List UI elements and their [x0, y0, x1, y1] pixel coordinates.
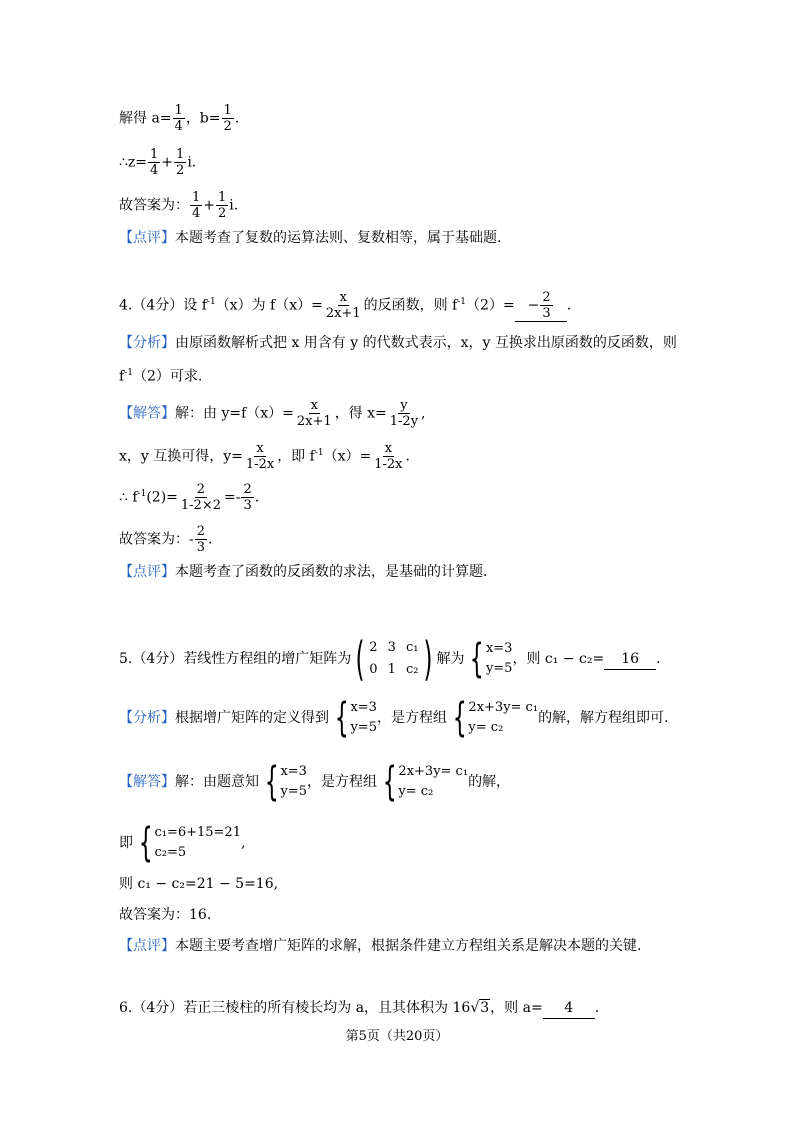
solve-tag: 【解答】	[119, 405, 175, 422]
q4-stem: 4.（4分）设 $f^{-1}(x)$为 f（x）= $\frac{x}{2x+1}$ 的反函数，则 $f^{-1}(2)=$ − $\frac{2}{3}$ .	[119, 290, 572, 321]
review-tag: 【点评】	[119, 230, 175, 246]
solve-tag: 【解答】	[119, 774, 175, 790]
q3-solution-line: 解得 a= $\frac{1}{4}$ ，b= $\frac{1}{2}$ .	[119, 103, 240, 134]
q5-stem: 5.（4分）若线性方程组的增广矩阵为 ( 2 3 c₁ 0 1 c₂ ) 解为 { x=3 y=5 ，则 c₁ − c₂= 16 .	[119, 632, 661, 686]
q4-analysis-2: $f^{-1}(2)$可求.	[119, 368, 203, 385]
q4-analysis: 【分析】由原函数解析式把 x 用含有 y 的代数式表示，x，y 互换求出原函数的反函数，则	[119, 335, 677, 351]
q3-review: 【点评】本题考查了复数的运算法则、复数相等，属于基础题.	[119, 230, 502, 246]
q6-stem: 6.（4分）若正三棱柱的所有棱长均为 a，且其体积为 16√3，则 a= 4 .	[119, 998, 599, 1019]
analysis-tag: 【分析】	[119, 335, 175, 351]
solution-system: { x=3 y=5	[470, 636, 513, 682]
q3-answer-line: 故答案为： $\frac{1}{4}$ + $\frac{1}{2}$ i.	[119, 190, 239, 221]
q4-review: 【点评】本题考查了函数的反函数的求法，是基础的计算题.	[119, 564, 488, 580]
analysis-tag: 【分析】	[119, 710, 175, 726]
review-tag: 【点评】	[119, 938, 175, 954]
answer-blank: 4	[543, 998, 595, 1019]
q5-review: 【点评】本题主要考查增广矩阵的求解，根据条件建立方程组关系是解决本题的关键.	[119, 938, 642, 954]
answer-blank: − $\frac{2}{3}$	[515, 290, 567, 322]
page-footer: 第5页（共20页）	[345, 1029, 449, 1044]
augmented-matrix: ( 2 3 c₁ 0 1 c₂ )	[355, 632, 432, 686]
fraction: $\frac{1}{2}$	[223, 103, 232, 134]
sqrt-sign: √	[470, 1000, 480, 1016]
q4-solve-3: ∴ $f^{-1}(2)=$ $\frac{2}{1-2\times 2}$ =- $\frac{2}{3}$ .	[119, 482, 260, 513]
q4-solve-2: x，y 互换可得，y= $\frac{x}{1-2x}$ ，即 $f^{-1}(x)=$ $\frac{x}{1-2x}$ .	[119, 441, 410, 472]
review-tag: 【点评】	[119, 564, 175, 580]
text: 解得 a=	[119, 110, 172, 127]
q4-answer: 故答案为：- $\frac{2}{3}$ .	[119, 524, 213, 555]
q5-solve: 【解答】解：由题意知 { x=3 y=5 ，是方程组 { 2x+3y= c₁ y= c₂ 的解，	[119, 759, 511, 805]
answer-blank: 16	[604, 649, 656, 670]
q5-analysis: 【分析】根据增广矩阵的定义得到 { x=3 y=5 ，是方程组 { 2x+3y= c₁ y= c₂ 的解，解方程组即可.	[119, 695, 669, 741]
q5-solve-3: 则 c₁ − c₂=21 − 5=16,	[119, 876, 279, 892]
q5-answer: 故答案为：16.	[119, 907, 212, 923]
fraction: $\frac{1}{4}$	[174, 103, 183, 134]
q5-solve-2: 即 { c₁=6+15=21 c₂=5 ,	[119, 820, 246, 866]
q3-z-line: ∴z= $\frac{1}{4}$ + $\frac{1}{2}$ i.	[119, 147, 197, 178]
q4-solve-1: 【解答】解：由 y=f（x）= $\frac{x}{2x+1}$ ，得 x= $\frac{y}{1-2y}$ ,	[119, 398, 426, 429]
